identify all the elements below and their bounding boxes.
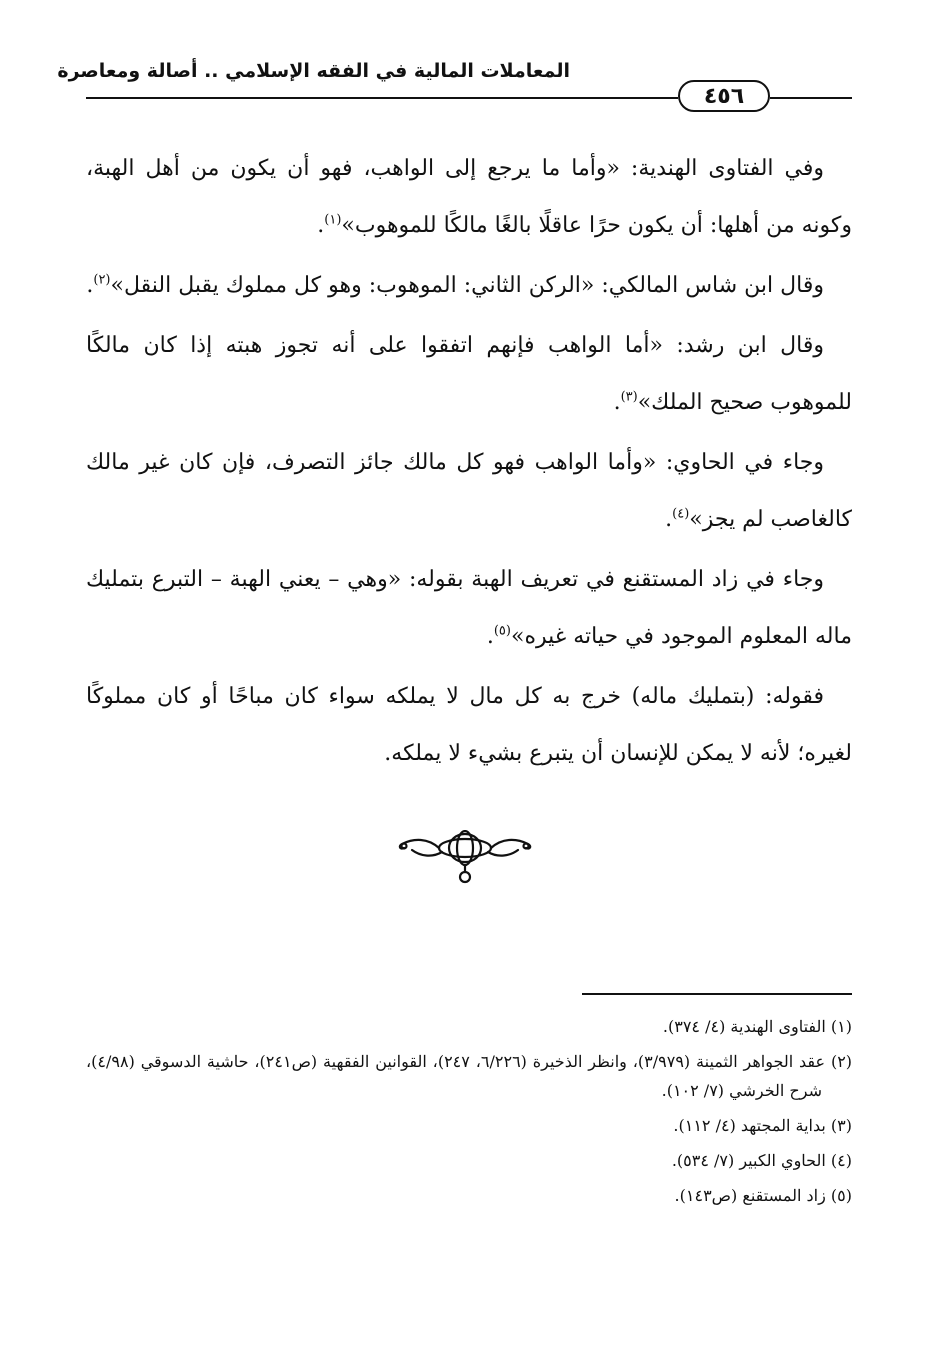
header-rule-end xyxy=(770,97,852,99)
paragraph-text: وجاء في زاد المستقنع في تعريف الهبة بقوله: «وهي – يعني الهبة – التبرع بتمليك ماله المعلوم الموجود في حياته غيره» xyxy=(86,567,852,649)
paragraph xyxy=(86,434,852,548)
footnote-item: (١) الفتاوى الهندية (٤/ ٣٧٤). xyxy=(662,1017,852,1036)
paragraph xyxy=(86,551,852,665)
footnote-item: (٤) الحاوي الكبير (٧/ ٥٣٤). xyxy=(671,1151,852,1170)
paragraph-text: فقوله: (بتمليك ماله) خرج به كل مال لا يملكه سواء كان مباحًا أو كان مملوكًا لغيره؛ لأنه لا يمكن للإنسان أن يتبرع بشيء لا يملكه. xyxy=(86,684,852,766)
footnote-ref[interactable]: (٤) xyxy=(672,506,690,522)
footnote-item: (٢) عقد الجواهر الثمينة (٣/٩٧٩)، وانظر الذخيرة (٦/٢٢٦، ٢٤٧)، القوانين الفقهية (ص٢٤١)، حاشية الدسوقي (٤/٩٨)، شرح الخرشي (٧/ ١٠٢). xyxy=(86,1052,853,1100)
paragraph-text: وقال ابن شاس المالكي: «الركن الثاني: الموهوب: وهو كل مملوك يقبل النقل» xyxy=(110,273,824,298)
footnote-ref[interactable]: (٢) xyxy=(93,272,111,288)
footnote-ref[interactable]: (١) xyxy=(324,212,342,228)
paragraph-text: وفي الفتاوى الهندية: «وأما ما يرجع إلى الواهب، فهو أن يكون من أهل الهبة، وكونه من أهلها: أن يكون حرًا عاقلًا بالغًا مالكًا للموهوب» xyxy=(86,156,852,238)
header-rule xyxy=(86,97,678,99)
paragraph-end: . xyxy=(613,390,621,415)
paragraph-end: . xyxy=(665,507,673,532)
page-number xyxy=(678,80,770,112)
footnote-ref[interactable]: (٥) xyxy=(493,623,511,639)
footnote-item: (٥) زاد المستقنع (ص١٤٣). xyxy=(674,1186,852,1205)
paragraph-end: . xyxy=(317,213,325,238)
footnotes xyxy=(86,1012,852,1216)
footnote-item: (٣) بداية المجتهد (٤/ ١١٢). xyxy=(673,1116,852,1135)
paragraph xyxy=(86,317,852,431)
footnote-ref[interactable]: (٣) xyxy=(620,389,638,405)
paragraph-text: وقال ابن رشد: «أما الواهب فإنهم اتفقوا على أنه تجوز هبته إذا كان مالكًا للموهوب صحيح الملك» xyxy=(86,333,852,415)
paragraph xyxy=(86,140,852,254)
main-text xyxy=(86,140,852,785)
paragraph xyxy=(86,668,852,782)
page-number-label: ٤٥٦ xyxy=(703,83,745,109)
running-title: المعاملات المالية في الفقه الإسلامي .. أصالة ومعاصرة xyxy=(57,60,570,82)
footnote-separator xyxy=(582,993,852,995)
paragraph-end: . xyxy=(86,273,94,298)
paragraph xyxy=(86,257,852,314)
flourish-ornament-icon xyxy=(390,830,540,886)
paragraph-end: . xyxy=(486,624,494,649)
paragraph-text: وجاء في الحاوي: «وأما الواهب فهو كل مالك جائز التصرف، فإن كان غير مالك كالغاصب لم يجز» xyxy=(86,450,852,532)
